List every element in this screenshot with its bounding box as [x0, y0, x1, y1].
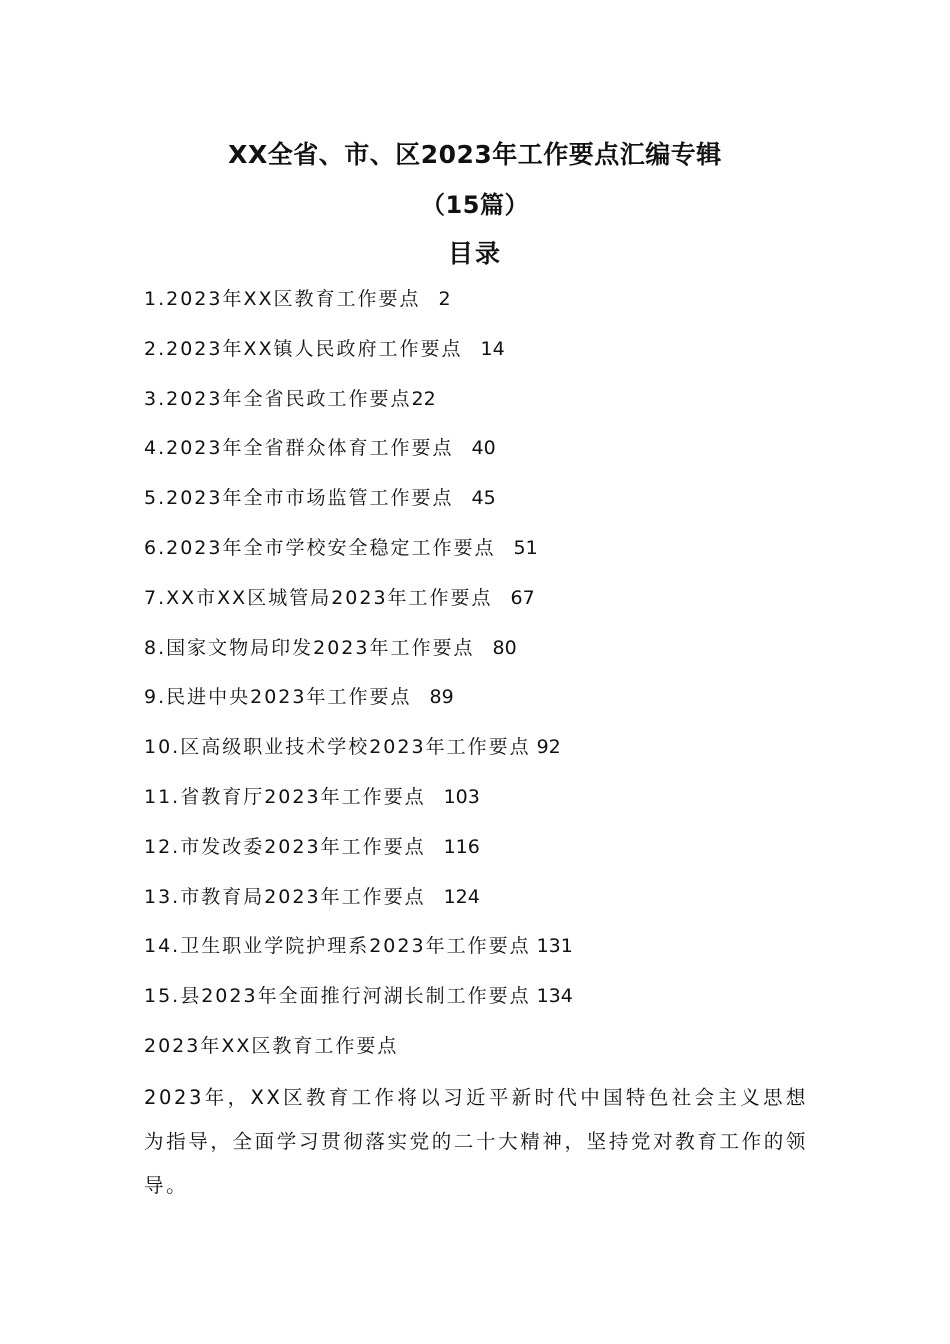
toc-item[interactable] [144, 636, 824, 686]
toc-item[interactable] [144, 486, 824, 536]
toc-item[interactable] [144, 337, 824, 387]
toc-item-label: 7.XX市XX区城管局2023年工作要点 [144, 586, 493, 609]
toc-item-page: 124 [443, 885, 480, 908]
toc-item-page: 2 [438, 288, 451, 310]
toc-item[interactable] [144, 735, 824, 785]
toc-item-label: 1.2023年XX区教育工作要点 [144, 288, 421, 310]
toc-item-page: 92 [536, 736, 561, 759]
toc-item-label: 10.区高级职业技术学校2023年工作要点 [144, 736, 531, 759]
toc-item-page: 103 [443, 785, 480, 808]
toc-item-page: 89 [429, 686, 454, 709]
toc-item[interactable] [144, 835, 824, 885]
toc-item-label: 5.2023年全市市场监管工作要点 [144, 487, 454, 510]
toc-item-label: 11.省教育厅2023年工作要点 [144, 785, 426, 808]
toc-item-label: 2.2023年XX镇人民政府工作要点 [144, 337, 463, 360]
document-subtitle: （15篇） [421, 191, 529, 219]
toc-item[interactable] [144, 685, 824, 735]
body-paragraph: 2023年，XX区教育工作将以习近平新时代中国特色社会主义思想为指导，全面学习贯彻落实党的二十大精神，坚持党对教育工作的领导。 [144, 1086, 808, 1197]
toc-item-page: 45 [471, 487, 496, 510]
toc-item-page: 67 [510, 586, 535, 609]
toc-item-page: 51 [513, 536, 538, 559]
toc-item-page: 134 [536, 985, 573, 1008]
toc-item[interactable] [144, 387, 824, 437]
toc-item-page: 40 [471, 437, 496, 460]
toc-item-label: 3.2023年全省民政工作要点 [144, 387, 412, 410]
toc-item[interactable] [144, 984, 824, 1034]
toc-item[interactable] [144, 885, 824, 935]
toc-item[interactable] [144, 436, 824, 486]
toc-item-page: 131 [536, 935, 573, 958]
toc-item-label: 12.市发改委2023年工作要点 [144, 835, 426, 858]
toc-item[interactable] [144, 536, 824, 586]
toc-item-label: 14.卫生职业学院护理系2023年工作要点 [144, 935, 531, 958]
toc-item-label: 15.县2023年全面推行河湖长制工作要点 [144, 985, 531, 1008]
toc-item[interactable] [144, 934, 824, 984]
table-of-contents [144, 287, 824, 1034]
toc-heading: 目录 [447, 239, 502, 268]
toc-item[interactable] [144, 586, 824, 636]
section-heading: 2023年XX区教育工作要点 [144, 1035, 399, 1057]
toc-item-label: 8.国家文物局印发2023年工作要点 [144, 636, 475, 659]
toc-item-label: 9.民进中央2023年工作要点 [144, 686, 412, 709]
toc-item[interactable] [144, 785, 824, 835]
toc-item-page: 116 [443, 835, 480, 858]
toc-item-page: 22 [411, 387, 436, 410]
toc-item-page: 14 [480, 337, 505, 360]
document-title: XX全省、市、区2023年工作要点汇编专辑 [228, 140, 722, 169]
toc-item[interactable] [144, 287, 824, 337]
toc-item-label: 13.市教育局2023年工作要点 [144, 885, 426, 908]
toc-item-page: 80 [492, 636, 517, 659]
toc-item-label: 4.2023年全省群众体育工作要点 [144, 437, 454, 460]
toc-item-label: 6.2023年全市学校安全稳定工作要点 [144, 536, 496, 559]
